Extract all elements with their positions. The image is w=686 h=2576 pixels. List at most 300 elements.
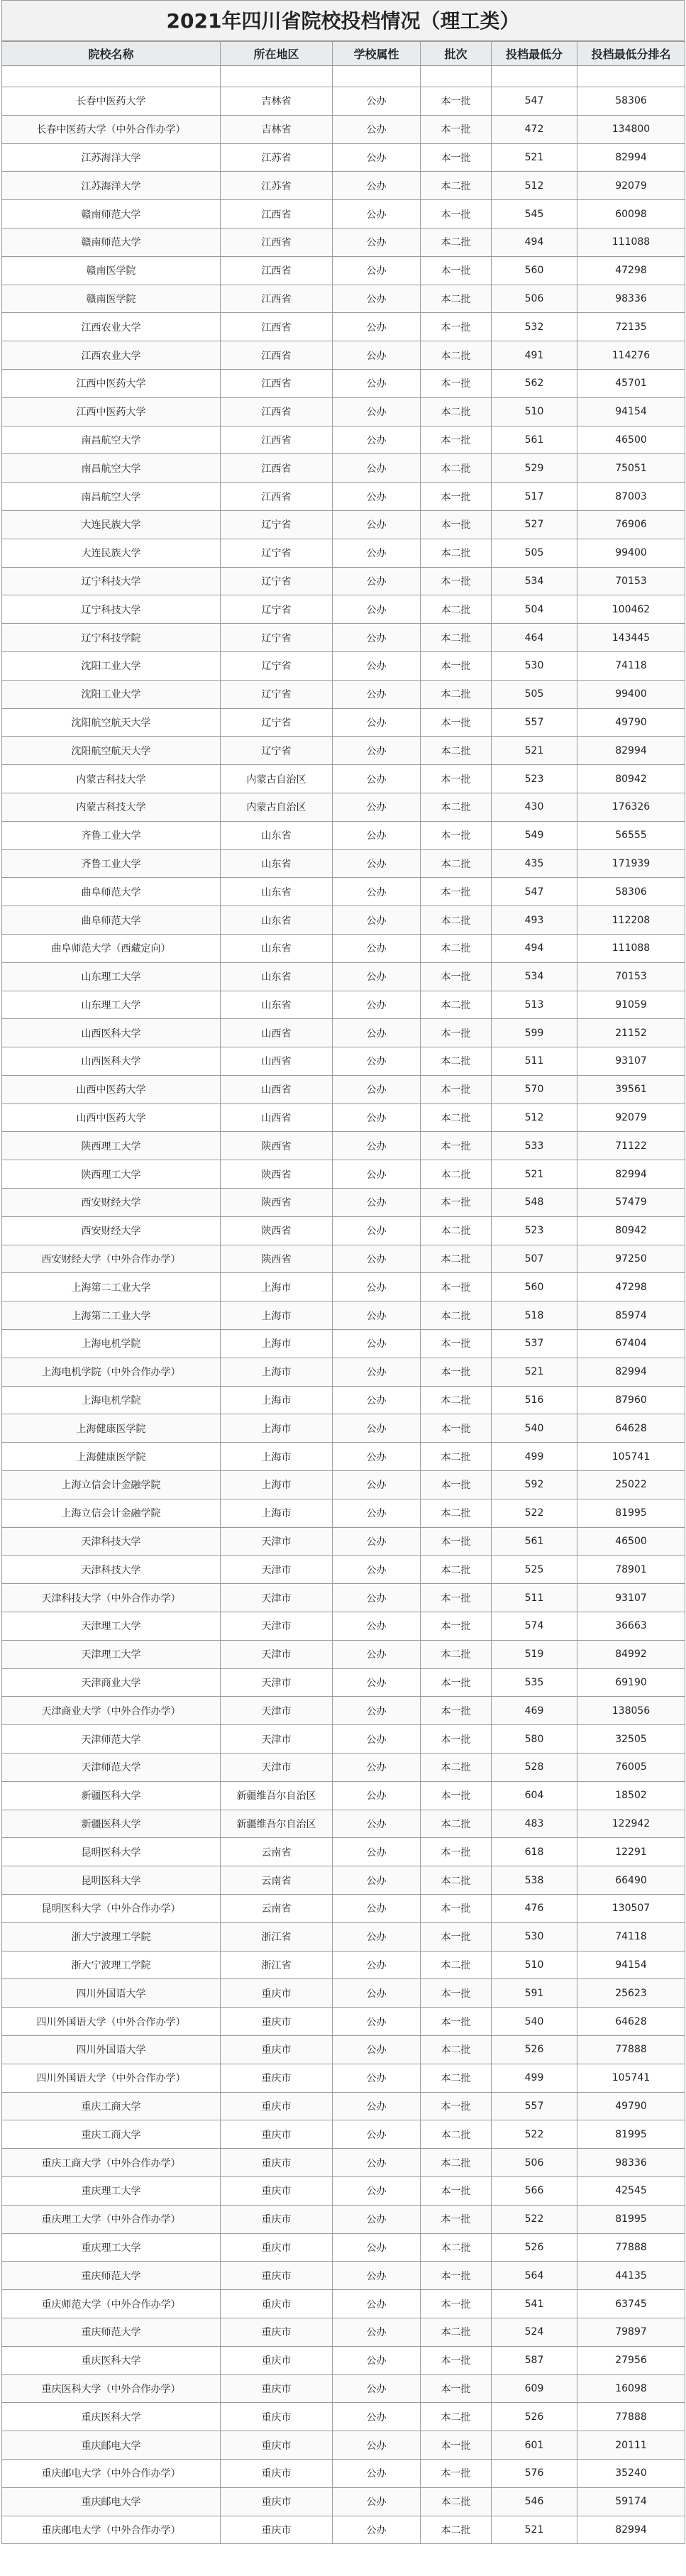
cell-min-score: 522 <box>492 1499 577 1527</box>
cell-batch: 本二批 <box>421 2149 492 2177</box>
cell-region: 陕西省 <box>221 1132 333 1160</box>
cell-school-type: 公办 <box>333 2205 421 2233</box>
cell-min-rank: 70153 <box>577 962 685 991</box>
cell-batch: 本二批 <box>421 2035 492 2064</box>
cell-region: 重庆市 <box>221 2262 333 2290</box>
cell-batch: 本二批 <box>421 1047 492 1076</box>
cell-min-rank: 77888 <box>577 2035 685 2064</box>
table-row <box>2 1697 685 1725</box>
cell-region: 天津市 <box>221 1668 333 1697</box>
table-row <box>2 2149 685 2177</box>
table-row <box>2 765 685 793</box>
cell-school-name: 天津科技大学（中外合作办学） <box>2 1584 221 1612</box>
table-row <box>2 1132 685 1160</box>
cell-school-type: 公办 <box>333 285 421 313</box>
cell-school-type: 公办 <box>333 765 421 793</box>
cell-region: 重庆市 <box>221 2346 333 2374</box>
cell-batch: 本一批 <box>421 1527 492 1556</box>
cell-min-score: 469 <box>492 1697 577 1725</box>
table-row <box>2 1584 685 1612</box>
cell-school-name: 长春中医药大学（中外合作办学） <box>2 115 221 143</box>
cell-batch: 本二批 <box>421 737 492 765</box>
cell-batch: 本一批 <box>421 2431 492 2460</box>
cell-region: 山东省 <box>221 962 333 991</box>
cell-school-name: 重庆邮电大学 <box>2 2487 221 2516</box>
cell-school-name: 昆明医科大学（中外合作办学） <box>2 1895 221 1923</box>
cell-region: 重庆市 <box>221 2431 333 2460</box>
cell-school-type: 公办 <box>333 1640 421 1668</box>
cell-min-rank: 76005 <box>577 1754 685 1782</box>
table-row <box>2 2290 685 2318</box>
cell-region: 上海市 <box>221 1273 333 1301</box>
header-school-type: 学校属性 <box>333 42 421 66</box>
cell-region: 江西省 <box>221 313 333 341</box>
cell-school-type: 公办 <box>333 991 421 1019</box>
cell-school-name: 辽宁科技学院 <box>2 624 221 652</box>
table-row <box>2 510 685 539</box>
cell-min-score: 530 <box>492 651 577 680</box>
cell-min-rank: 32505 <box>577 1725 685 1754</box>
cell-min-score: 521 <box>492 143 577 172</box>
table-row <box>2 1979 685 2008</box>
cell-batch: 本一批 <box>421 2290 492 2318</box>
table-row <box>2 2008 685 2036</box>
cell-school-name: 重庆邮电大学（中外合作办学） <box>2 2459 221 2487</box>
cell-batch: 本二批 <box>421 849 492 878</box>
cell-min-rank: 82994 <box>577 737 685 765</box>
cell-region: 重庆市 <box>221 2516 333 2544</box>
cell-min-score: 513 <box>492 991 577 1019</box>
cell-school-type: 公办 <box>333 878 421 906</box>
cell-school-type: 公办 <box>333 1132 421 1160</box>
cell-min-score: 609 <box>492 2374 577 2403</box>
cell-batch: 本一批 <box>421 2346 492 2374</box>
cell-batch: 本一批 <box>421 1838 492 1866</box>
cell-min-score: 524 <box>492 2318 577 2346</box>
cell-region: 重庆市 <box>221 2459 333 2487</box>
cell-school-type: 公办 <box>333 2290 421 2318</box>
cell-batch: 本二批 <box>421 1301 492 1330</box>
cell-batch: 本一批 <box>421 567 492 595</box>
cell-school-type: 公办 <box>333 567 421 595</box>
cell-school-name: 陕西理工大学 <box>2 1132 221 1160</box>
cell-min-score: 499 <box>492 1443 577 1471</box>
cell-school-name: 重庆工商大学 <box>2 2092 221 2120</box>
cell-batch: 本一批 <box>421 1979 492 2008</box>
cell-min-rank: 12291 <box>577 1838 685 1866</box>
cell-school-name: 上海电机学院 <box>2 1386 221 1414</box>
cell-school-name: 上海立信会计金融学院 <box>2 1471 221 1499</box>
cell-school-type: 公办 <box>333 228 421 256</box>
cell-region: 上海市 <box>221 1330 333 1358</box>
cell-min-score: 562 <box>492 369 577 397</box>
cell-region: 江西省 <box>221 369 333 397</box>
cell-min-rank: 47298 <box>577 1273 685 1301</box>
cell-region: 天津市 <box>221 1527 333 1556</box>
cell-batch: 本二批 <box>421 595 492 624</box>
cell-school-name: 重庆工商大学（中外合作办学） <box>2 2149 221 2177</box>
cell-school-type: 公办 <box>333 595 421 624</box>
cell-region: 山东省 <box>221 934 333 962</box>
cell-batch: 本二批 <box>421 906 492 935</box>
cell-min-score: 537 <box>492 1330 577 1358</box>
cell-region: 重庆市 <box>221 2120 333 2149</box>
cell-min-rank: 71122 <box>577 1132 685 1160</box>
cell-batch: 本一批 <box>421 651 492 680</box>
cell-min-score: 435 <box>492 849 577 878</box>
cell-batch: 本一批 <box>421 1668 492 1697</box>
table-row <box>2 426 685 454</box>
table-row <box>2 2516 685 2544</box>
cell-batch: 本一批 <box>421 2459 492 2487</box>
cell-min-score: 472 <box>492 115 577 143</box>
table-row <box>2 680 685 708</box>
cell-min-rank: 91059 <box>577 991 685 1019</box>
cell-region: 上海市 <box>221 1414 333 1443</box>
cell-school-name: 沈阳航空航天大学 <box>2 708 221 737</box>
cell-school-type: 公办 <box>333 397 421 426</box>
cell-region: 天津市 <box>221 1612 333 1641</box>
cell-school-name: 四川外国语大学 <box>2 2035 221 2064</box>
cell-min-rank: 46500 <box>577 1527 685 1556</box>
cell-region: 重庆市 <box>221 2064 333 2092</box>
cell-min-rank: 171939 <box>577 849 685 878</box>
cell-min-score: 540 <box>492 1414 577 1443</box>
cell-school-type: 公办 <box>333 1810 421 1838</box>
table-row <box>2 539 685 567</box>
cell-min-score: 519 <box>492 1640 577 1668</box>
cell-min-rank: 49790 <box>577 708 685 737</box>
cell-school-type: 公办 <box>333 1527 421 1556</box>
page-title: 2021年四川省院校投档情况（理工类） <box>1 0 685 41</box>
cell-min-score: 518 <box>492 1301 577 1330</box>
cell-school-name: 山西中医药大学 <box>2 1103 221 1132</box>
cell-region: 江西省 <box>221 454 333 483</box>
cell-region: 天津市 <box>221 1640 333 1668</box>
cell-school-name: 长春中医药大学 <box>2 87 221 116</box>
table-row <box>2 1922 685 1951</box>
cell-min-score: 574 <box>492 1612 577 1641</box>
cell-batch: 本一批 <box>421 369 492 397</box>
cell-min-rank: 27956 <box>577 2346 685 2374</box>
cell-batch: 本一批 <box>421 1075 492 1103</box>
cell-min-score: 522 <box>492 2205 577 2233</box>
cell-school-type: 公办 <box>333 1866 421 1895</box>
cell-min-rank: 97250 <box>577 1245 685 1273</box>
cell-min-score: 493 <box>492 906 577 935</box>
cell-school-type: 公办 <box>333 115 421 143</box>
header-region: 所在地区 <box>221 42 333 66</box>
cell-school-type: 公办 <box>333 2318 421 2346</box>
cell-school-type: 公办 <box>333 2149 421 2177</box>
table-row <box>2 2374 685 2403</box>
cell-min-rank: 20111 <box>577 2431 685 2460</box>
cell-school-name: 重庆工商大学 <box>2 2120 221 2149</box>
table-row <box>2 2233 685 2262</box>
cell-batch: 本一批 <box>421 2176 492 2205</box>
cell-min-score: 587 <box>492 2346 577 2374</box>
table-row <box>2 821 685 849</box>
cell-school-name: 重庆医科大学 <box>2 2346 221 2374</box>
cell-min-rank: 81995 <box>577 2120 685 2149</box>
cell-batch: 本二批 <box>421 624 492 652</box>
cell-region: 云南省 <box>221 1895 333 1923</box>
cell-min-score: 557 <box>492 708 577 737</box>
cell-school-name: 上海健康医学院 <box>2 1443 221 1471</box>
cell-school-name: 西安财经大学（中外合作办学） <box>2 1245 221 1273</box>
cell-region: 重庆市 <box>221 2403 333 2431</box>
cell-school-type: 公办 <box>333 651 421 680</box>
cell-batch: 本一批 <box>421 1781 492 1810</box>
cell-min-score: 538 <box>492 1866 577 1895</box>
table-row <box>2 1668 685 1697</box>
cell-school-type: 公办 <box>333 708 421 737</box>
cell-school-name: 内蒙古科技大学 <box>2 765 221 793</box>
cell-school-type: 公办 <box>333 962 421 991</box>
table-row <box>2 1358 685 1386</box>
cell-min-rank: 56555 <box>577 821 685 849</box>
cell-region: 天津市 <box>221 1754 333 1782</box>
cell-region: 山东省 <box>221 991 333 1019</box>
cell-region: 山西省 <box>221 1075 333 1103</box>
cell-batch: 本一批 <box>421 1132 492 1160</box>
cell-min-rank: 64628 <box>577 1414 685 1443</box>
cell-school-type: 公办 <box>333 483 421 511</box>
cell-school-type: 公办 <box>333 934 421 962</box>
table-row <box>2 369 685 397</box>
cell-school-type: 公办 <box>333 1584 421 1612</box>
table-row <box>2 454 685 483</box>
cell-batch: 本一批 <box>421 200 492 229</box>
cell-min-rank: 58306 <box>577 878 685 906</box>
cell-region: 陕西省 <box>221 1245 333 1273</box>
header-batch: 批次 <box>421 42 492 66</box>
cell-min-rank: 99400 <box>577 680 685 708</box>
cell-school-type: 公办 <box>333 2459 421 2487</box>
cell-batch: 本二批 <box>421 454 492 483</box>
cell-school-name: 四川外国语大学 <box>2 1979 221 2008</box>
cell-batch: 本二批 <box>421 2487 492 2516</box>
cell-batch: 本二批 <box>421 1103 492 1132</box>
cell-school-name: 山东理工大学 <box>2 991 221 1019</box>
cell-batch: 本一批 <box>421 256 492 285</box>
cell-school-name: 昆明医科大学 <box>2 1838 221 1866</box>
cell-min-score: 618 <box>492 1838 577 1866</box>
table-row <box>2 87 685 116</box>
cell-region: 吉林省 <box>221 87 333 116</box>
cell-region: 江西省 <box>221 397 333 426</box>
cell-min-score: 599 <box>492 1019 577 1047</box>
cell-region: 山西省 <box>221 1019 333 1047</box>
cell-min-rank: 57479 <box>577 1189 685 1217</box>
cell-min-score: 523 <box>492 1216 577 1245</box>
header-row <box>2 42 685 66</box>
cell-school-type: 公办 <box>333 143 421 172</box>
cell-region: 重庆市 <box>221 2205 333 2233</box>
cell-batch: 本一批 <box>421 2008 492 2036</box>
cell-min-rank: 105741 <box>577 1443 685 1471</box>
cell-batch: 本一批 <box>421 1330 492 1358</box>
cell-min-rank: 67404 <box>577 1330 685 1358</box>
cell-batch: 本一批 <box>421 878 492 906</box>
cell-batch: 本二批 <box>421 1754 492 1782</box>
cell-school-type: 公办 <box>333 1612 421 1641</box>
cell-school-name: 天津理工大学 <box>2 1612 221 1641</box>
table-row <box>2 2487 685 2516</box>
cell-school-name: 曲阜师范大学 <box>2 878 221 906</box>
cell-school-type: 公办 <box>333 87 421 116</box>
cell-min-rank: 16098 <box>577 2374 685 2403</box>
cell-region: 江西省 <box>221 200 333 229</box>
cell-school-name: 重庆理工大学（中外合作办学） <box>2 2205 221 2233</box>
cell-batch: 本二批 <box>421 397 492 426</box>
table-row <box>2 1781 685 1810</box>
cell-region: 辽宁省 <box>221 595 333 624</box>
cell-region: 内蒙古自治区 <box>221 765 333 793</box>
cell-school-name: 江西农业大学 <box>2 341 221 370</box>
cell-batch: 本一批 <box>421 1471 492 1499</box>
cell-school-name: 陕西理工大学 <box>2 1160 221 1189</box>
table-row <box>2 906 685 935</box>
header-min-score: 投档最低分 <box>492 42 577 66</box>
cell-batch: 本一批 <box>421 510 492 539</box>
cell-school-type: 公办 <box>333 200 421 229</box>
cell-batch: 本一批 <box>421 1189 492 1217</box>
cell-batch: 本一批 <box>421 1697 492 1725</box>
cell-school-name: 天津科技大学 <box>2 1527 221 1556</box>
cell-region: 山东省 <box>221 821 333 849</box>
cell-school-name: 四川外国语大学（中外合作办学） <box>2 2064 221 2092</box>
cell-school-name: 齐鲁工业大学 <box>2 821 221 849</box>
cell-region: 山东省 <box>221 906 333 935</box>
cell-min-score: 525 <box>492 1556 577 1584</box>
table-row <box>2 1301 685 1330</box>
cell-min-score: 534 <box>492 567 577 595</box>
cell-min-score: 533 <box>492 1132 577 1160</box>
table-row <box>2 1245 685 1273</box>
cell-school-name: 重庆医科大学（中外合作办学） <box>2 2374 221 2403</box>
cell-min-rank: 45701 <box>577 369 685 397</box>
cell-min-score: 527 <box>492 510 577 539</box>
cell-school-type: 公办 <box>333 849 421 878</box>
cell-min-score: 511 <box>492 1584 577 1612</box>
cell-min-rank: 92079 <box>577 172 685 200</box>
table-row <box>2 1160 685 1189</box>
cell-min-rank: 143445 <box>577 624 685 652</box>
table-body <box>2 66 685 2544</box>
cell-min-score: 510 <box>492 1951 577 1979</box>
cell-min-rank: 36663 <box>577 1612 685 1641</box>
cell-school-type: 公办 <box>333 369 421 397</box>
cell-school-name: 曲阜师范大学 <box>2 906 221 935</box>
cell-batch: 本一批 <box>421 143 492 172</box>
cell-batch: 本二批 <box>421 1245 492 1273</box>
cell-min-score: 511 <box>492 1047 577 1076</box>
cell-region: 山东省 <box>221 849 333 878</box>
cell-min-score: 570 <box>492 1075 577 1103</box>
cell-region: 新疆维吾尔自治区 <box>221 1781 333 1810</box>
table-row <box>2 1414 685 1443</box>
cell-min-rank: 82994 <box>577 143 685 172</box>
cell-min-rank: 92079 <box>577 1103 685 1132</box>
cell-region: 上海市 <box>221 1443 333 1471</box>
table-row <box>2 2346 685 2374</box>
cell-region: 江西省 <box>221 341 333 370</box>
cell-school-name: 新疆医科大学 <box>2 1810 221 1838</box>
cell-min-rank: 60098 <box>577 200 685 229</box>
table-row <box>2 143 685 172</box>
cell-school-type: 公办 <box>333 2008 421 2036</box>
cell-school-name: 上海第二工业大学 <box>2 1273 221 1301</box>
admission-table <box>1 41 685 2544</box>
cell-region: 浙江省 <box>221 1922 333 1951</box>
cell-school-name: 赣南医学院 <box>2 285 221 313</box>
table-row <box>2 624 685 652</box>
cell-school-type: 公办 <box>333 2516 421 2544</box>
cell-region: 江西省 <box>221 483 333 511</box>
cell-min-rank: 81995 <box>577 1499 685 1527</box>
table-row <box>2 1047 685 1076</box>
cell-min-score: 516 <box>492 1386 577 1414</box>
cell-min-score: 529 <box>492 454 577 483</box>
cell-region: 新疆维吾尔自治区 <box>221 1810 333 1838</box>
cell-min-score: 464 <box>492 624 577 652</box>
table-row <box>2 115 685 143</box>
cell-school-name: 内蒙古科技大学 <box>2 793 221 821</box>
cell-region: 辽宁省 <box>221 680 333 708</box>
cell-school-type: 公办 <box>333 1273 421 1301</box>
cell-school-type: 公办 <box>333 793 421 821</box>
cell-min-score: 561 <box>492 1527 577 1556</box>
cell-region: 云南省 <box>221 1838 333 1866</box>
cell-min-score: 430 <box>492 793 577 821</box>
cell-min-score: 505 <box>492 539 577 567</box>
table-row <box>2 1640 685 1668</box>
cell-batch: 本一批 <box>421 1895 492 1923</box>
table-row <box>2 934 685 962</box>
cell-school-name: 上海立信会计金融学院 <box>2 1499 221 1527</box>
cell-min-score: 591 <box>492 1979 577 2008</box>
table-row <box>2 878 685 906</box>
cell-region: 上海市 <box>221 1471 333 1499</box>
cell-school-name: 沈阳工业大学 <box>2 651 221 680</box>
cell-min-score: 512 <box>492 172 577 200</box>
cell-school-name: 南昌航空大学 <box>2 426 221 454</box>
cell-school-name: 大连民族大学 <box>2 539 221 567</box>
cell-min-score: 545 <box>492 200 577 229</box>
table-row <box>2 1443 685 1471</box>
cell-school-type: 公办 <box>333 1979 421 2008</box>
cell-min-score: 521 <box>492 1358 577 1386</box>
cell-min-score: 560 <box>492 256 577 285</box>
cell-min-rank: 130507 <box>577 1895 685 1923</box>
cell-min-rank: 80942 <box>577 765 685 793</box>
cell-min-score: 506 <box>492 2149 577 2177</box>
cell-min-rank: 59174 <box>577 2487 685 2516</box>
cell-region: 陕西省 <box>221 1160 333 1189</box>
cell-batch: 本一批 <box>421 2092 492 2120</box>
cell-school-name: 新疆医科大学 <box>2 1781 221 1810</box>
cell-batch: 本二批 <box>421 793 492 821</box>
cell-batch: 本二批 <box>421 228 492 256</box>
cell-batch: 本一批 <box>421 426 492 454</box>
table-row <box>2 595 685 624</box>
cell-batch: 本二批 <box>421 2516 492 2544</box>
cell-region: 上海市 <box>221 1499 333 1527</box>
cell-min-score: 494 <box>492 228 577 256</box>
cell-min-rank: 74118 <box>577 1922 685 1951</box>
cell-batch: 本二批 <box>421 1556 492 1584</box>
